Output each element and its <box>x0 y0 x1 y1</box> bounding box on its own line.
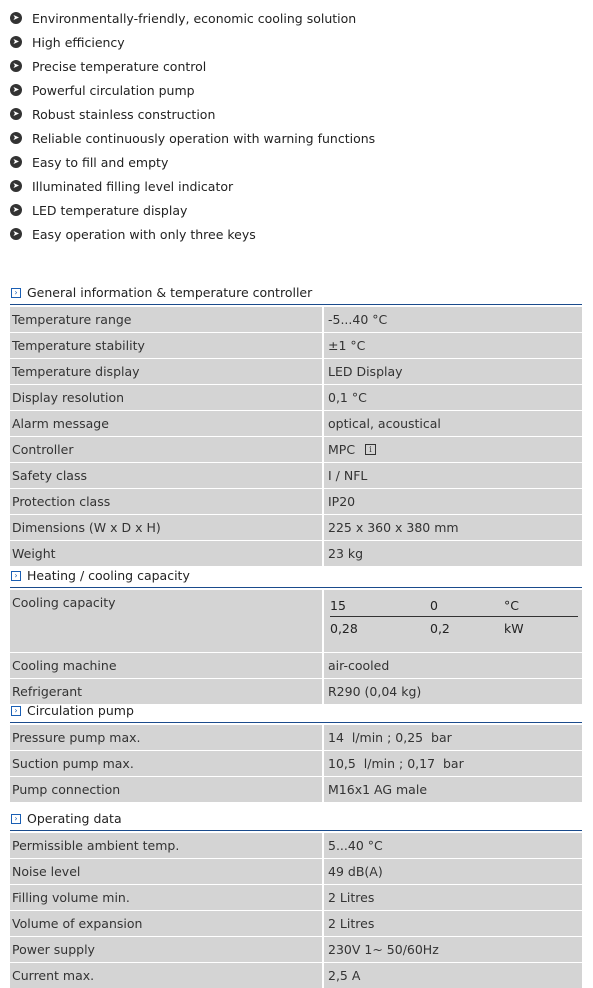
feature-item <box>10 126 375 150</box>
spec-row <box>10 358 582 384</box>
feature-text: Illuminated filling level indicator <box>32 178 234 194</box>
spec-value: 2 Litres <box>324 911 582 936</box>
section-header[interactable] <box>10 699 582 723</box>
spec-value: 225 x 360 x 380 mm <box>324 515 582 540</box>
section-title: Heating / cooling capacity <box>27 568 190 583</box>
feature-text: High efficiency <box>32 34 125 50</box>
chevron-right-icon[interactable]: › <box>11 571 21 581</box>
bullet-arrow-icon: ➤ <box>10 12 22 24</box>
spec-label: Pressure pump max. <box>10 725 322 750</box>
spec-value: 5...40 °C <box>324 833 582 858</box>
spec-table <box>10 725 582 802</box>
spec-value: air-cooled <box>324 653 582 678</box>
spec-value: ±1 °C <box>324 333 582 358</box>
spec-value: MPC <box>328 442 356 457</box>
bullet-arrow-icon: ➤ <box>10 204 22 216</box>
spec-row <box>10 410 582 436</box>
feature-item <box>10 102 375 126</box>
feature-item <box>10 78 375 102</box>
spec-value: 230V 1~ 50/60Hz <box>324 937 582 962</box>
capacity-cell: 0,2 <box>430 620 450 636</box>
feature-text: Powerful circulation pump <box>32 82 195 98</box>
info-icon[interactable]: i <box>365 444 376 455</box>
spec-value: -5...40 °C <box>324 307 582 332</box>
bullet-arrow-icon: ➤ <box>10 180 22 192</box>
capacity-cell: 0 <box>430 597 438 613</box>
spec-label: Suction pump max. <box>10 751 322 776</box>
spec-table <box>10 833 582 988</box>
spec-row <box>10 858 582 884</box>
spec-row <box>10 962 582 988</box>
spec-row <box>10 436 582 462</box>
spec-value: R290 (0,04 kg) <box>324 679 582 704</box>
feature-text: Reliable continuously operation with warning functions <box>32 130 376 146</box>
spec-table <box>10 590 582 704</box>
section-header[interactable] <box>10 281 582 305</box>
spec-row-cooling-capacity <box>10 590 582 652</box>
feature-item <box>10 54 375 78</box>
feature-text: Precise temperature control <box>32 58 207 74</box>
bullet-arrow-icon: ➤ <box>10 60 22 72</box>
spec-value: M16x1 AG male <box>324 777 582 802</box>
spec-row <box>10 936 582 962</box>
spec-row <box>10 540 582 566</box>
section-title: General information & temperature controller <box>27 285 313 300</box>
spec-row <box>10 910 582 936</box>
feature-text: Easy to fill and empty <box>32 154 169 170</box>
section-title: Operating data <box>27 811 122 826</box>
spec-value: 49 dB(A) <box>324 859 582 884</box>
section-title: Circulation pump <box>27 703 134 718</box>
spec-value: optical, acoustical <box>324 411 582 436</box>
spec-label: Temperature stability <box>10 333 322 358</box>
cooling-capacity-table <box>324 590 582 652</box>
spec-label: Weight <box>10 541 322 566</box>
cooling-capacity-temp-row <box>330 594 578 617</box>
feature-item <box>10 174 375 198</box>
chevron-right-icon[interactable]: › <box>11 814 21 824</box>
bullet-arrow-icon: ➤ <box>10 132 22 144</box>
spec-label: Volume of expansion <box>10 911 322 936</box>
spec-row <box>10 488 582 514</box>
spec-row <box>10 462 582 488</box>
spec-label: Noise level <box>10 859 322 884</box>
spec-label: Pump connection <box>10 777 322 802</box>
section-operating-data <box>10 807 582 988</box>
feature-text: Environmentally-friendly, economic cooling solution <box>32 10 357 26</box>
bullet-arrow-icon: ➤ <box>10 156 22 168</box>
spec-row <box>10 307 582 332</box>
spec-label: Refrigerant <box>10 679 322 704</box>
section-general-info <box>10 281 582 566</box>
spec-label: Safety class <box>10 463 322 488</box>
feature-item <box>10 6 375 30</box>
spec-row <box>10 384 582 410</box>
spec-label: Dimensions (W x D x H) <box>10 515 322 540</box>
spec-row <box>10 332 582 358</box>
section-circulation-pump <box>10 699 582 802</box>
cooling-capacity-power-row <box>330 617 578 639</box>
spec-value: LED Display <box>324 359 582 384</box>
spec-value: 0,1 °C <box>324 385 582 410</box>
chevron-right-icon[interactable]: › <box>11 288 21 298</box>
spec-row <box>10 833 582 858</box>
capacity-unit: °C <box>504 597 519 613</box>
spec-label: Cooling machine <box>10 653 322 678</box>
feature-item <box>10 222 375 246</box>
feature-item <box>10 30 375 54</box>
spec-table <box>10 307 582 566</box>
bullet-arrow-icon: ➤ <box>10 36 22 48</box>
spec-label: Cooling capacity <box>10 590 322 652</box>
section-header[interactable] <box>10 807 582 831</box>
spec-label: Alarm message <box>10 411 322 436</box>
bullet-arrow-icon: ➤ <box>10 84 22 96</box>
spec-label: Permissible ambient temp. <box>10 833 322 858</box>
capacity-cell: 15 <box>330 597 346 613</box>
spec-label: Temperature range <box>10 307 322 332</box>
spec-row <box>10 776 582 802</box>
spec-value: 2 Litres <box>324 885 582 910</box>
spec-row <box>10 884 582 910</box>
spec-label: Filling volume min. <box>10 885 322 910</box>
feature-item <box>10 198 375 222</box>
spec-value: 10,5 l/min ; 0,17 bar <box>324 751 582 776</box>
spec-row <box>10 725 582 750</box>
spec-value-controller <box>324 437 582 462</box>
spec-value: I / NFL <box>324 463 582 488</box>
spec-row <box>10 514 582 540</box>
spec-label: Current max. <box>10 963 322 988</box>
spec-label: Protection class <box>10 489 322 514</box>
feature-list <box>10 6 375 246</box>
bullet-arrow-icon: ➤ <box>10 228 22 240</box>
feature-text: LED temperature display <box>32 202 188 218</box>
spec-value: 23 kg <box>324 541 582 566</box>
spec-label: Display resolution <box>10 385 322 410</box>
spec-value: IP20 <box>324 489 582 514</box>
capacity-cell: 0,28 <box>330 620 358 636</box>
spec-label: Controller <box>10 437 322 462</box>
spec-value: 14 l/min ; 0,25 bar <box>324 725 582 750</box>
capacity-unit: kW <box>504 620 524 636</box>
spec-row <box>10 750 582 776</box>
section-heating-cooling <box>10 564 582 704</box>
chevron-right-icon[interactable]: › <box>11 706 21 716</box>
spec-row <box>10 652 582 678</box>
feature-text: Easy operation with only three keys <box>32 226 256 242</box>
feature-item <box>10 150 375 174</box>
feature-text: Robust stainless construction <box>32 106 216 122</box>
spec-label: Temperature display <box>10 359 322 384</box>
spec-label: Power supply <box>10 937 322 962</box>
spec-value: 2,5 A <box>324 963 582 988</box>
bullet-arrow-icon: ➤ <box>10 108 22 120</box>
section-header[interactable] <box>10 564 582 588</box>
